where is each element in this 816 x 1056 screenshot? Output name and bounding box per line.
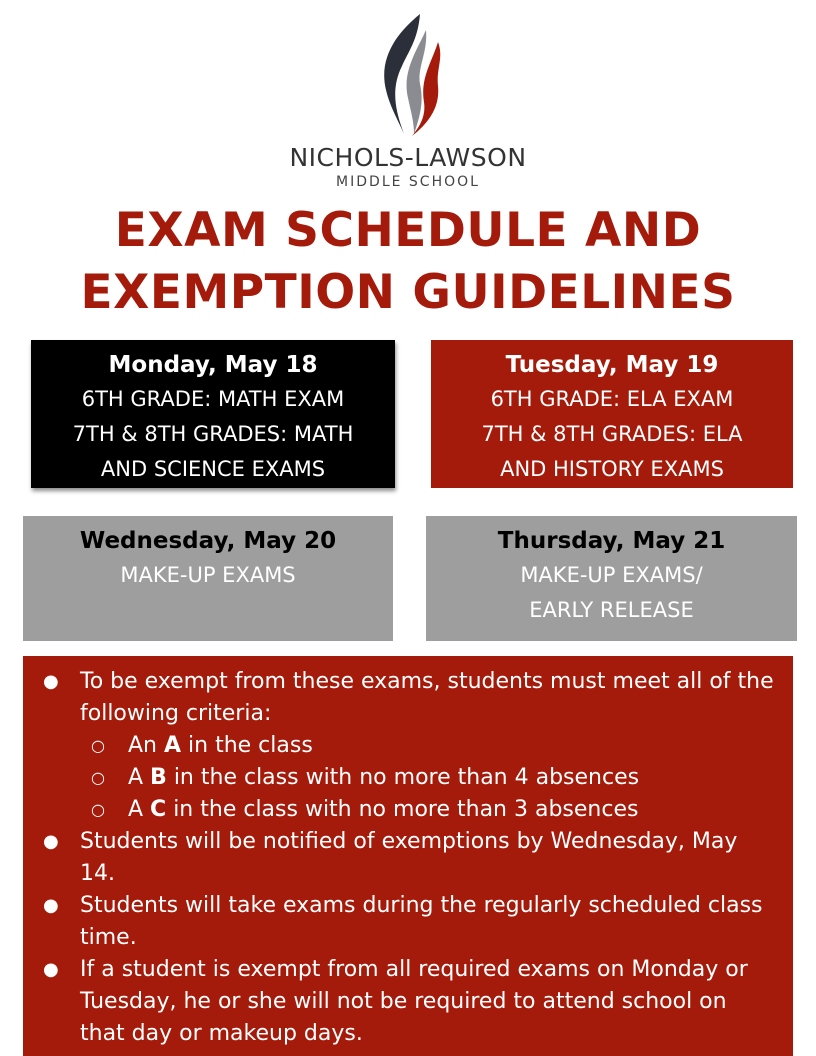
schedule-line: 7TH & 8TH GRADES: MATH (72, 422, 354, 446)
bullet-icon: ● (43, 959, 59, 980)
criteria-line: time. (80, 925, 137, 950)
school-name: NICHOLS-LAWSON (289, 143, 527, 172)
criteria-line: Students will be notified of exemptions by Wednesday, May (80, 829, 738, 854)
criteria-text (80, 666, 785, 730)
criteria-line: 14. (80, 861, 115, 886)
schedule-line: AND SCIENCE EXAMS (100, 457, 326, 481)
sub-item-text (128, 730, 313, 762)
grade-letter: A (164, 733, 182, 758)
sub-item-post: in the class (181, 733, 313, 758)
circle-bullet-icon: ○ (91, 768, 105, 787)
criteria-text (80, 954, 785, 1050)
school-subtitle: MIDDLE SCHOOL (336, 174, 480, 190)
schedule-line: 6TH GRADE: MATH EXAM (81, 387, 345, 411)
criteria-text (80, 890, 785, 954)
schedule-day: Monday, May 18 (108, 352, 318, 378)
bullet-icon: ● (43, 671, 59, 692)
schedule-line: MAKE-UP EXAMS/ (520, 563, 703, 587)
sub-item-post: in the class with no more than 3 absences (166, 797, 639, 822)
criteria-line: that day or makeup days. (80, 1021, 363, 1046)
page-title (0, 200, 816, 324)
schedule-day: Thursday, May 21 (497, 528, 726, 554)
schedule-line: 6TH GRADE: ELA EXAM (490, 387, 734, 411)
grade-letter: C (150, 797, 167, 822)
sub-item-pre: A (128, 765, 151, 790)
schedule-card-thursday (426, 516, 797, 641)
schedule-card-monday (31, 340, 395, 488)
sub-item-pre: An (128, 733, 164, 758)
criteria-line: If a student is exempt from all required exams on Monday or (80, 957, 748, 982)
criteria-line: To be exempt from these exams, students must meet all of the (80, 669, 774, 694)
grade-letter: B (150, 765, 167, 790)
schedule-day: Wednesday, May 20 (79, 528, 337, 554)
sub-item-post: in the class with no more than 4 absences (166, 765, 640, 790)
schedule-line: AND HISTORY EXAMS (500, 457, 724, 481)
bullet-icon: ● (43, 895, 59, 916)
title-line: EXEMPTION GUIDELINES (80, 265, 736, 320)
schedule-line: 7TH & 8TH GRADES: ELA (481, 422, 743, 446)
exemption-criteria-panel (23, 656, 793, 1056)
circle-bullet-icon: ○ (91, 800, 105, 819)
schedule-line: EARLY RELEASE (529, 598, 694, 622)
schedule-day: Tuesday, May 19 (505, 352, 719, 378)
criteria-text (80, 826, 785, 890)
criteria-line: following criteria: (80, 701, 272, 726)
schedule-card-wednesday (23, 516, 393, 641)
sub-item-text (128, 794, 638, 826)
sub-item-pre: A (128, 797, 151, 822)
criteria-line: Tuesday, he or she will not be required to attend school on (80, 989, 727, 1014)
bullet-icon: ● (43, 831, 59, 852)
flame-logo-icon (368, 12, 448, 138)
sub-item-text (128, 762, 639, 794)
schedule-line: MAKE-UP EXAMS (120, 563, 296, 587)
schedule-card-tuesday (431, 340, 793, 488)
criteria-line: Students will take exams during the regularly scheduled class (80, 893, 763, 918)
title-line: EXAM SCHEDULE AND (114, 203, 702, 258)
circle-bullet-icon: ○ (91, 736, 105, 755)
